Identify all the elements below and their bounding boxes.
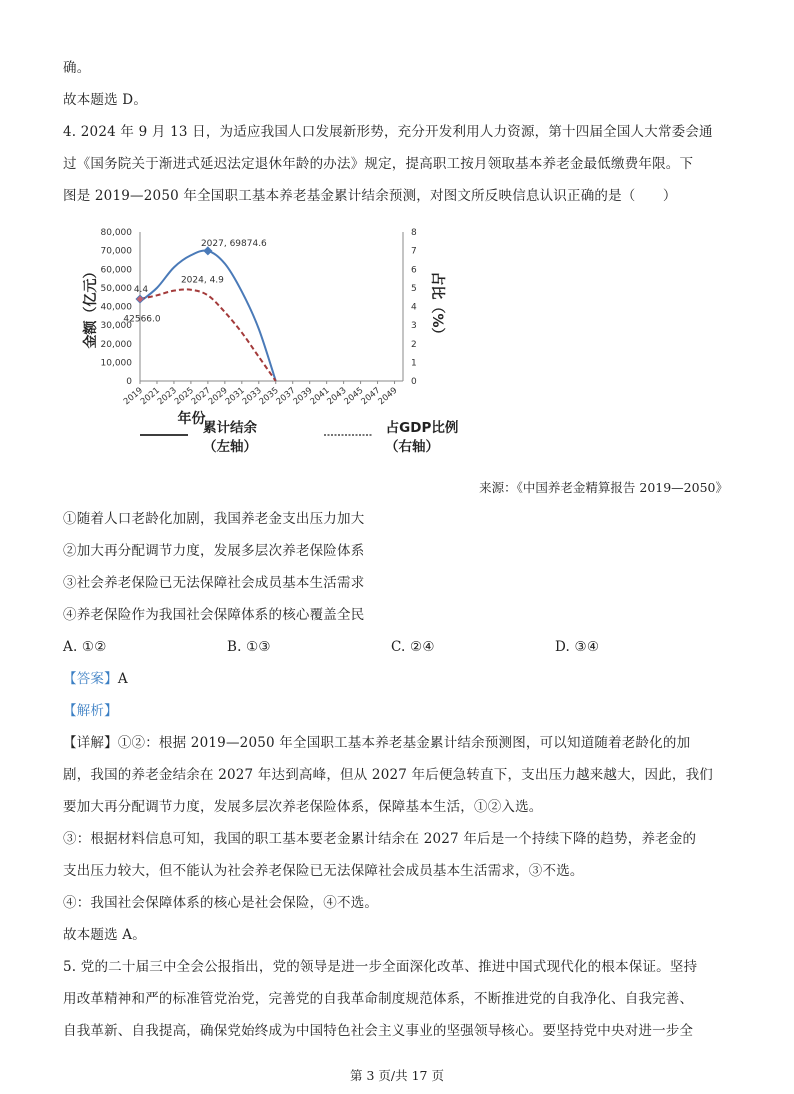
y-right-tick-label: 5 [411, 283, 417, 294]
y-right-tick-label: 7 [411, 246, 417, 257]
x-tick-label: 2023 [155, 385, 179, 408]
y-right-tick-label: 3 [411, 321, 417, 332]
detail-line: ④：我国社会保障体系的核心是社会保险，④不选。 [63, 895, 379, 911]
option-d: D. ③④ [555, 639, 600, 655]
detail-line: 剧，我国的养老金结余在 2027 年达到高峰，但从 2027 年后便急转直下，支出压力越来越大，因此，我们 [63, 767, 713, 783]
legend-label: 占GDP比例 [385, 420, 459, 436]
question-5-line: 用改革精神和严的标准管党治党，完善党的自我革命制度规范体系，不断推进党的自我净化、自我完善、 [63, 991, 694, 1007]
chart-source: 来源：《中国养老金精算报告 2019—2050》 [479, 480, 728, 495]
x-tick-label: 2045 [342, 385, 366, 408]
x-tick-label: 2047 [359, 385, 383, 408]
x-axis-title: 年份 [177, 411, 206, 427]
y-left-tick-label: 20,000 [100, 339, 132, 350]
x-tick-label: 2035 [257, 385, 281, 408]
data-label: 2024, 4.9 [180, 275, 224, 286]
statement-4: ④养老保险作为我国社会保障体系的核心覆盖全民 [63, 607, 365, 623]
question-5-line: 5. 党的二十届三中全会公报指出，党的领导是进一步全面深化改革、推进中国式现代化的根本保证。坚持 [63, 959, 698, 975]
y-left-tick-label: 30,000 [100, 321, 132, 332]
detail-line [63, 733, 690, 753]
answer-options [63, 637, 599, 657]
detail-line: ③：根据材料信息可知，我国的职工基本要老金累计结余在 2027 年后是一个持续下降的趋势，养老金的 [63, 831, 697, 847]
y-left-tick-label: 50,000 [100, 283, 132, 294]
answer-line [63, 669, 128, 689]
analysis-heading [63, 701, 118, 721]
x-tick-label: 2037 [274, 385, 298, 408]
question-5-line: 自我革新、自我提高，确保党始终成为中国特色社会主义事业的坚强领导核心。要坚持党中央对进一步全 [63, 1023, 694, 1039]
x-tick-label: 2043 [325, 385, 349, 408]
question-4-line: 图是 2019—2050 年全国职工基本养老基金累计结余预测，对图文所反映信息认识正确的是（ ） [63, 188, 677, 204]
legend-axis-note: （右轴） [385, 439, 439, 455]
x-tick-label: 2041 [308, 385, 332, 408]
y-right-tick-label: 6 [411, 265, 417, 276]
x-tick-label: 2021 [138, 385, 162, 408]
x-tick-label: 2039 [291, 385, 315, 408]
text-line: 故本题选 D。 [63, 92, 148, 108]
detail-line: 支出压力较大，但不能认为社会养老保险已无法保障社会成员基本生活需求，③不选。 [63, 863, 584, 879]
analysis-tag: 【解析】 [63, 703, 118, 719]
x-tick-label: 2031 [223, 385, 247, 408]
y-left-tick-label: 0 [126, 377, 132, 387]
y-left-tick-label: 70,000 [100, 246, 132, 257]
y-right-tick-label: 2 [411, 339, 417, 350]
data-point-marker [136, 295, 144, 303]
y-right-tick-label: 0 [411, 377, 417, 387]
y-left-tick-label: 40,000 [100, 302, 132, 313]
detail-tag: 【详解】 [63, 735, 118, 751]
y-left-tick-label: 80,000 [100, 228, 132, 238]
x-tick-label: 2027 [189, 385, 213, 408]
question-4-line: 过《国务院关于渐进式延迟法定退休年龄的办法》规定，提高职工按月领取基本养老金最低缴费年限。下 [63, 156, 694, 172]
statement-1: ①随着人口老龄化加剧，我国养老金支出压力加大 [63, 511, 365, 527]
y-left-tick-label: 10,000 [100, 358, 132, 369]
option-c: C. ②④ [391, 639, 435, 655]
option-a: A. ①② [63, 639, 107, 655]
detail-line: 要加大再分配调节力度，发展多层次养老保险体系，保障基本生活，①②入选。 [63, 799, 543, 815]
y-right-tick-label: 4 [411, 302, 417, 313]
x-tick-label: 2029 [206, 385, 230, 408]
answer-value: A [117, 671, 128, 687]
pension-chart [70, 218, 470, 468]
y-right-tick-label: 8 [411, 228, 417, 238]
question-4-line: 4. 2024 年 9 月 13 日，为适应我国人口发展新形势，充分开发利用人力资源，第十四届全国人大常委会通 [63, 124, 713, 140]
data-label: 42566.0 [123, 314, 161, 325]
legend-axis-note: （左轴） [203, 439, 257, 455]
statement-2: ②加大再分配调节力度，发展多层次养老保险体系 [63, 543, 365, 559]
x-tick-label: 2025 [172, 385, 196, 408]
legend-label: 累计结余 [203, 420, 257, 436]
option-b: B. ①③ [227, 639, 271, 655]
y-right-axis-title: 占比（%） [429, 271, 445, 342]
x-tick-label: 2019 [121, 385, 145, 408]
y-left-tick-label: 60,000 [100, 265, 132, 276]
x-tick-label: 2033 [240, 385, 264, 408]
data-label: 4.4 [133, 285, 149, 296]
y-right-tick-label: 1 [411, 358, 417, 369]
statement-3: ③社会养老保险已无法保障社会成员基本生活需求 [63, 575, 365, 591]
x-tick-label: 2049 [376, 385, 400, 408]
detail-line: 故本题选 A。 [63, 927, 146, 943]
data-label: 2027, 69874.6 [200, 238, 267, 249]
detail-text: ①②：根据 2019—2050 年全国职工基本养老基金累计结余预测图，可以知道随着老龄化的加 [117, 735, 691, 751]
text-line: 确。 [63, 60, 91, 76]
page-footer: 第 3 页/共 17 页 [350, 1068, 444, 1083]
y-left-axis-title: 金额（亿元） [83, 264, 99, 349]
answer-tag: 【答案】 [63, 671, 118, 687]
gdp-ratio-line [140, 289, 276, 381]
